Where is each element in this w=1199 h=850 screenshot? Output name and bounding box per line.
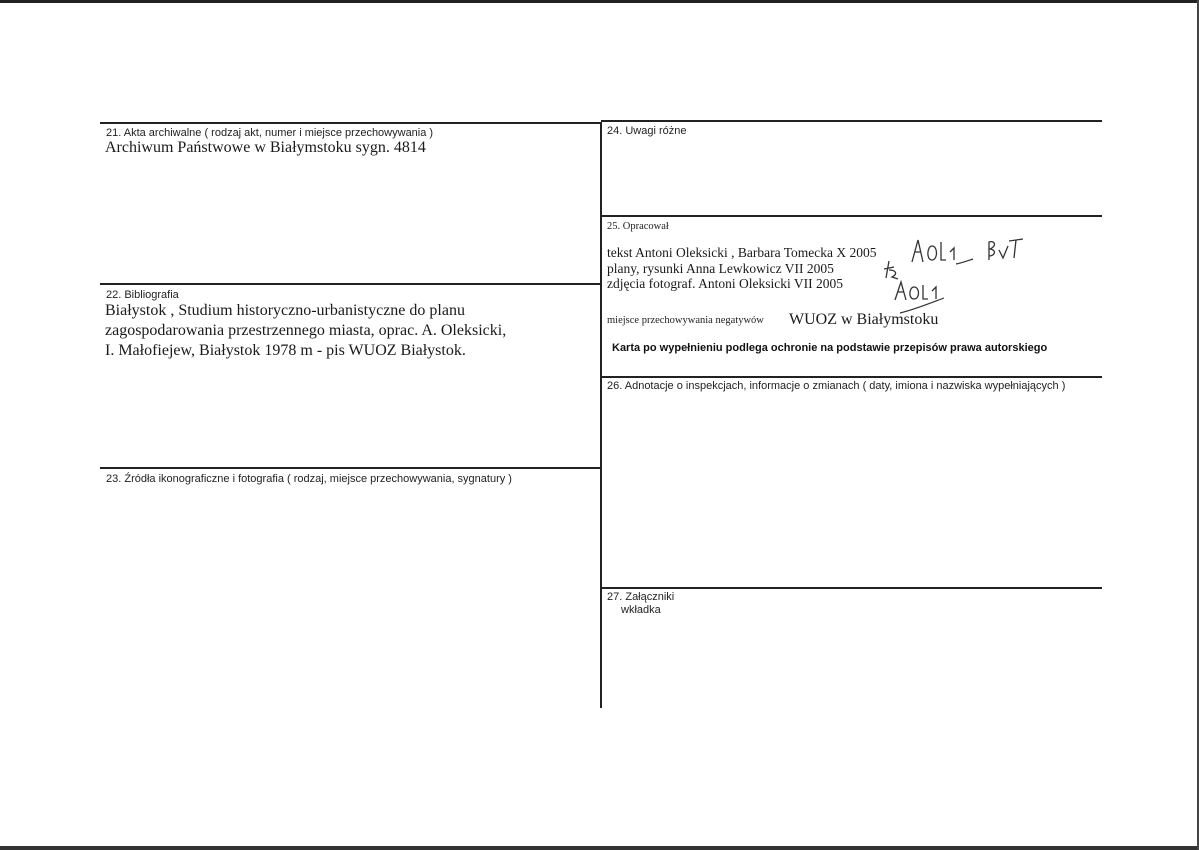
- field-25-line-3: zdjęcia fotograf. Antoni Oleksicki VII 2005: [607, 276, 843, 291]
- handwritten-initials-2: [985, 236, 1025, 262]
- field-25-line-2: plany, rysunki Anna Lewkowicz VII 2005: [607, 261, 834, 276]
- field-25-negatives-label: miejsce przechowywania negatywów: [607, 315, 764, 326]
- field-27-value: wkładka: [621, 604, 661, 616]
- field-25-negatives-value: WUOZ w Białymstoku: [789, 311, 939, 328]
- handwritten-dash: [955, 258, 975, 266]
- field-25-line-1: tekst Antoni Oleksicki , Barbara Tomecka X 2005: [607, 245, 877, 260]
- field-25-label: 25. Opracował: [607, 221, 669, 232]
- divider-23-top: [100, 467, 602, 469]
- page-top-edge: [0, 0, 1199, 3]
- field-24-label: 24. Uwagi różne: [607, 125, 687, 137]
- field-21-value: Archiwum Państwowe w Białymstoku sygn. 4814: [105, 139, 426, 156]
- field-26-label: 26. Adnotacje o inspekcjach, informacje o zmianach ( daty, imiona i nazwiska wypełniających ): [607, 380, 1066, 392]
- field-22-line-2: zagospodarowania przestrzennego miasta, oprac. A. Oleksicki,: [105, 322, 507, 339]
- handwritten-stroke: [898, 296, 948, 316]
- divider-27-top: [601, 587, 1102, 589]
- field-27-label: 27. Załączniki: [607, 591, 675, 603]
- center-vertical-divider: [600, 122, 602, 708]
- divider-26-top: [601, 376, 1102, 378]
- field-22-line-1: Białystok , Studium historyczno-urbanistyczne do planu: [105, 302, 465, 319]
- page-bottom-edge: [0, 846, 1199, 850]
- divider-21-top: [100, 122, 602, 124]
- field-22-line-3: I. Małofiejew, Białystok 1978 m - pis WUOZ Białystok.: [105, 342, 466, 359]
- field-22-label: 22. Bibliografia: [106, 289, 179, 301]
- divider-22-top: [100, 283, 602, 285]
- divider-24-top: [601, 120, 1102, 122]
- divider-25-top: [601, 215, 1102, 217]
- field-25-copyright-note: Karta po wypełnieniu podlega ochronie na podstawie przepisów prawa autorskiego: [612, 342, 1048, 354]
- field-23-label: 23. Źródła ikonograficzne i fotografia ( rodzaj, miejsce przechowywania, sygnatury ): [106, 473, 512, 485]
- field-21-label: 21. Akta archiwalne ( rodzaj akt, numer i miejsce przechowywania ): [106, 127, 434, 139]
